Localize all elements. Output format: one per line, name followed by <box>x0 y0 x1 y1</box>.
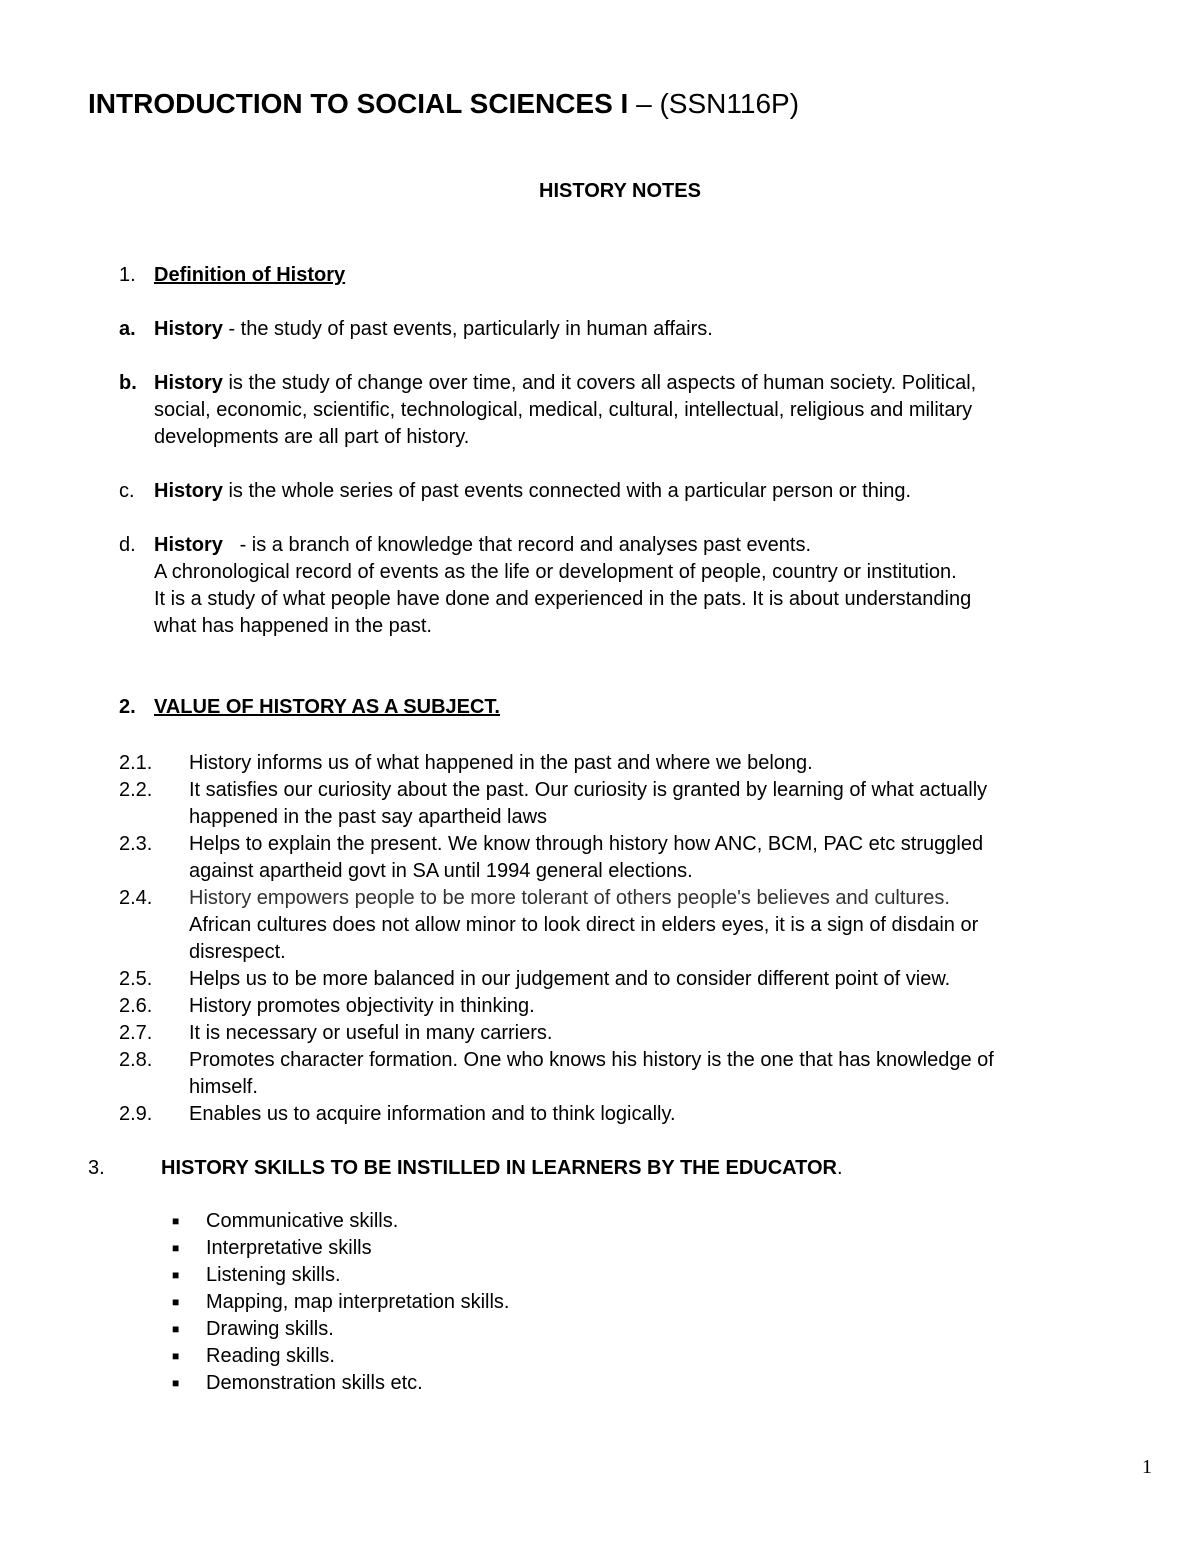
value-item-number: 2.1. <box>119 752 153 774</box>
section1-number: 1. <box>119 264 136 286</box>
def-b-letter: b. <box>119 372 137 394</box>
document-title: INTRODUCTION TO SOCIAL SCIENCES I – (SSN116P) <box>88 88 800 119</box>
section3-number: 3. <box>88 1157 105 1179</box>
section3-heading: HISTORY SKILLS TO BE INSTILLED IN LEARNERS BY THE EDUCATOR. <box>161 1157 843 1179</box>
square-bullet-icon: ■ <box>172 1214 180 1228</box>
section1-heading: Definition of History <box>154 264 346 286</box>
square-bullet-icon: ■ <box>172 1295 180 1309</box>
skill-list-item: ■ Demonstration skills etc. <box>172 1370 423 1397</box>
value-item-text: History promotes objectivity in thinking. <box>189 995 535 1017</box>
document-subtitle: HISTORY NOTES <box>539 180 701 202</box>
square-bullet-icon: ■ <box>172 1349 180 1363</box>
section2-heading: VALUE OF HISTORY AS A SUBJECT. <box>154 696 500 718</box>
skill-list-item: ■ Mapping, map interpretation skills. <box>172 1289 509 1316</box>
value-item-number: 2.2. <box>119 779 153 801</box>
value-item-text: Promotes character formation. One who knows his history is the one that has knowledge of himself. <box>189 1049 994 1098</box>
value-item-number: 2.3. <box>119 833 153 855</box>
def-d-letter: d. <box>119 534 136 556</box>
value-item-number: 2.9. <box>119 1103 153 1125</box>
value-item-number: 2.8. <box>119 1049 153 1071</box>
value-item-text: History informs us of what happened in the past and where we belong. <box>189 752 813 774</box>
value-item-number: 2.5. <box>119 968 153 990</box>
skill-list-item: ■ Communicative skills. <box>172 1208 398 1235</box>
page-number: 1 <box>1142 1456 1152 1478</box>
square-bullet-icon: ■ <box>172 1268 180 1282</box>
value-item-text: Helps to explain the present. We know through history how ANC, BCM, PAC etc struggled against apartheid govt in SA until 1994 general elections. <box>189 833 984 882</box>
value-item-text: It satisfies our curiosity about the past. Our curiosity is granted by learning of what actually happened in the past say apartheid laws <box>189 779 988 828</box>
value-item-text: Helps us to be more balanced in our judgement and to consider different point of view. <box>189 968 951 990</box>
def-a-text: History - the study of past events, particularly in human affairs. <box>154 318 713 340</box>
value-item-number: 2.6. <box>119 995 153 1017</box>
square-bullet-icon: ■ <box>172 1376 180 1390</box>
value-item-text: It is necessary or useful in many carriers. <box>189 1022 553 1044</box>
def-b-text: History is the study of change over time, and it covers all aspects of human society. Political, social, economic, scientific, technological, medical, cultural, intellectual, religious and military developments are all part of history. <box>154 372 977 448</box>
value-item-number: 2.4. <box>119 887 153 909</box>
square-bullet-icon: ■ <box>172 1322 180 1336</box>
skill-list-item: ■ Interpretative skills <box>172 1235 372 1262</box>
def-c-letter: c. <box>119 480 135 502</box>
skill-list-item: ■ Drawing skills. <box>172 1316 334 1343</box>
value-item-number: 2.7. <box>119 1022 153 1044</box>
def-d-text: History - is a branch of knowledge that record and analyses past events. A chronological record of events as the life or development of people, country or institution. It is a study of what people have done and experienced in the pats. It is about understanding what has happened in the past. <box>154 534 972 637</box>
value-item-text: Enables us to acquire information and to think logically. <box>189 1103 676 1125</box>
section2-number: 2. <box>119 696 136 718</box>
skill-list-item: ■ Listening skills. <box>172 1262 341 1289</box>
square-bullet-icon: ■ <box>172 1241 180 1255</box>
def-a-letter: a. <box>119 318 136 340</box>
skill-list-item: ■ Reading skills. <box>172 1343 335 1370</box>
value-item-text: History empowers people to be more tolerant of others people's believes and cultures. African cultures does not allow minor to look direct in elders eyes, it is a sign of disdain or disrespect. <box>189 887 979 963</box>
def-c-text: History is the whole series of past events connected with a particular person or thing. <box>154 480 912 502</box>
